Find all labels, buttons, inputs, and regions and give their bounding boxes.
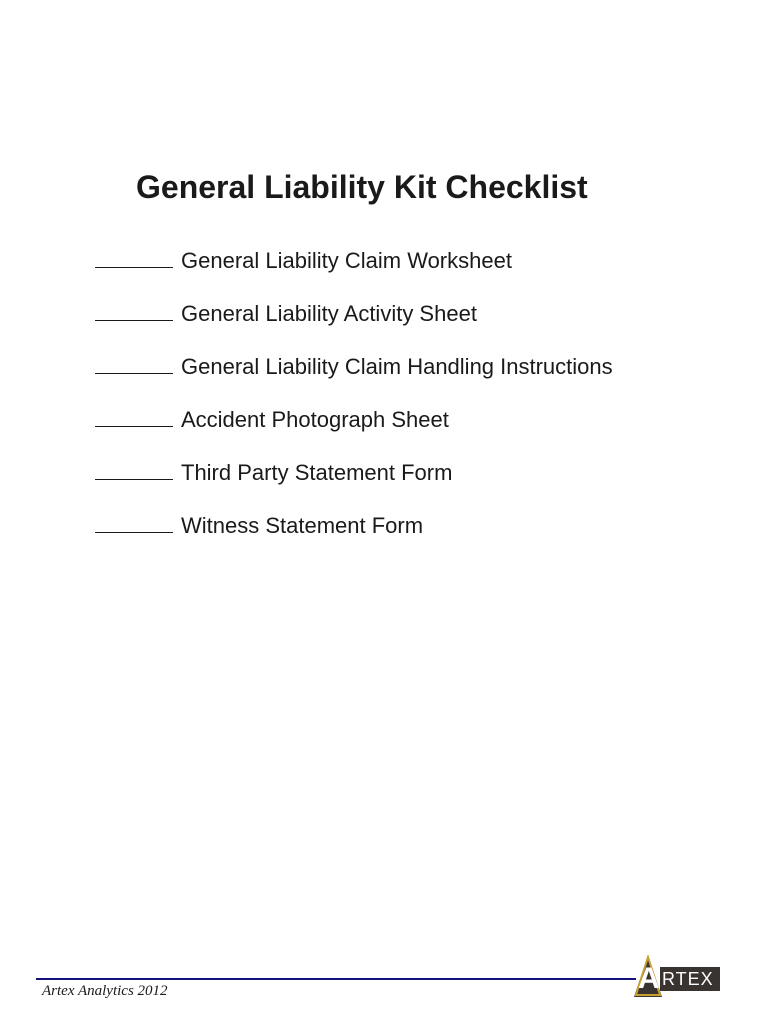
checklist-item-label: Third Party Statement Form [181, 460, 453, 485]
logo-initial: A [638, 962, 660, 995]
checklist-item [95, 299, 613, 352]
checkbox-blank-line[interactable] [95, 300, 173, 321]
checklist-item [95, 458, 613, 511]
checklist-item-label: Accident Photograph Sheet [181, 407, 449, 432]
checkbox-blank-line[interactable] [95, 512, 173, 533]
checklist-item [95, 511, 613, 564]
checkbox-blank-line[interactable] [95, 459, 173, 480]
checklist-item-label: General Liability Claim Worksheet [181, 248, 512, 273]
footer-text: Artex Analytics 2012 [42, 983, 168, 999]
checklist-item-label: Witness Statement Form [181, 513, 424, 538]
checklist-item [95, 405, 613, 458]
checklist-item [95, 352, 613, 405]
logo-wordmark: RTEX [660, 967, 720, 991]
footer-divider [36, 978, 636, 980]
checklist-item-label: General Liability Activity Sheet [181, 301, 477, 326]
checklist-item [95, 246, 613, 299]
checkbox-blank-line[interactable] [95, 247, 173, 268]
page-title: General Liability Kit Checklist [136, 169, 588, 206]
artex-logo [630, 955, 730, 999]
checkbox-blank-line[interactable] [95, 353, 173, 374]
checkbox-blank-line[interactable] [95, 406, 173, 427]
checklist-item-label: General Liability Claim Handling Instructions [181, 354, 613, 379]
checklist [95, 246, 613, 564]
